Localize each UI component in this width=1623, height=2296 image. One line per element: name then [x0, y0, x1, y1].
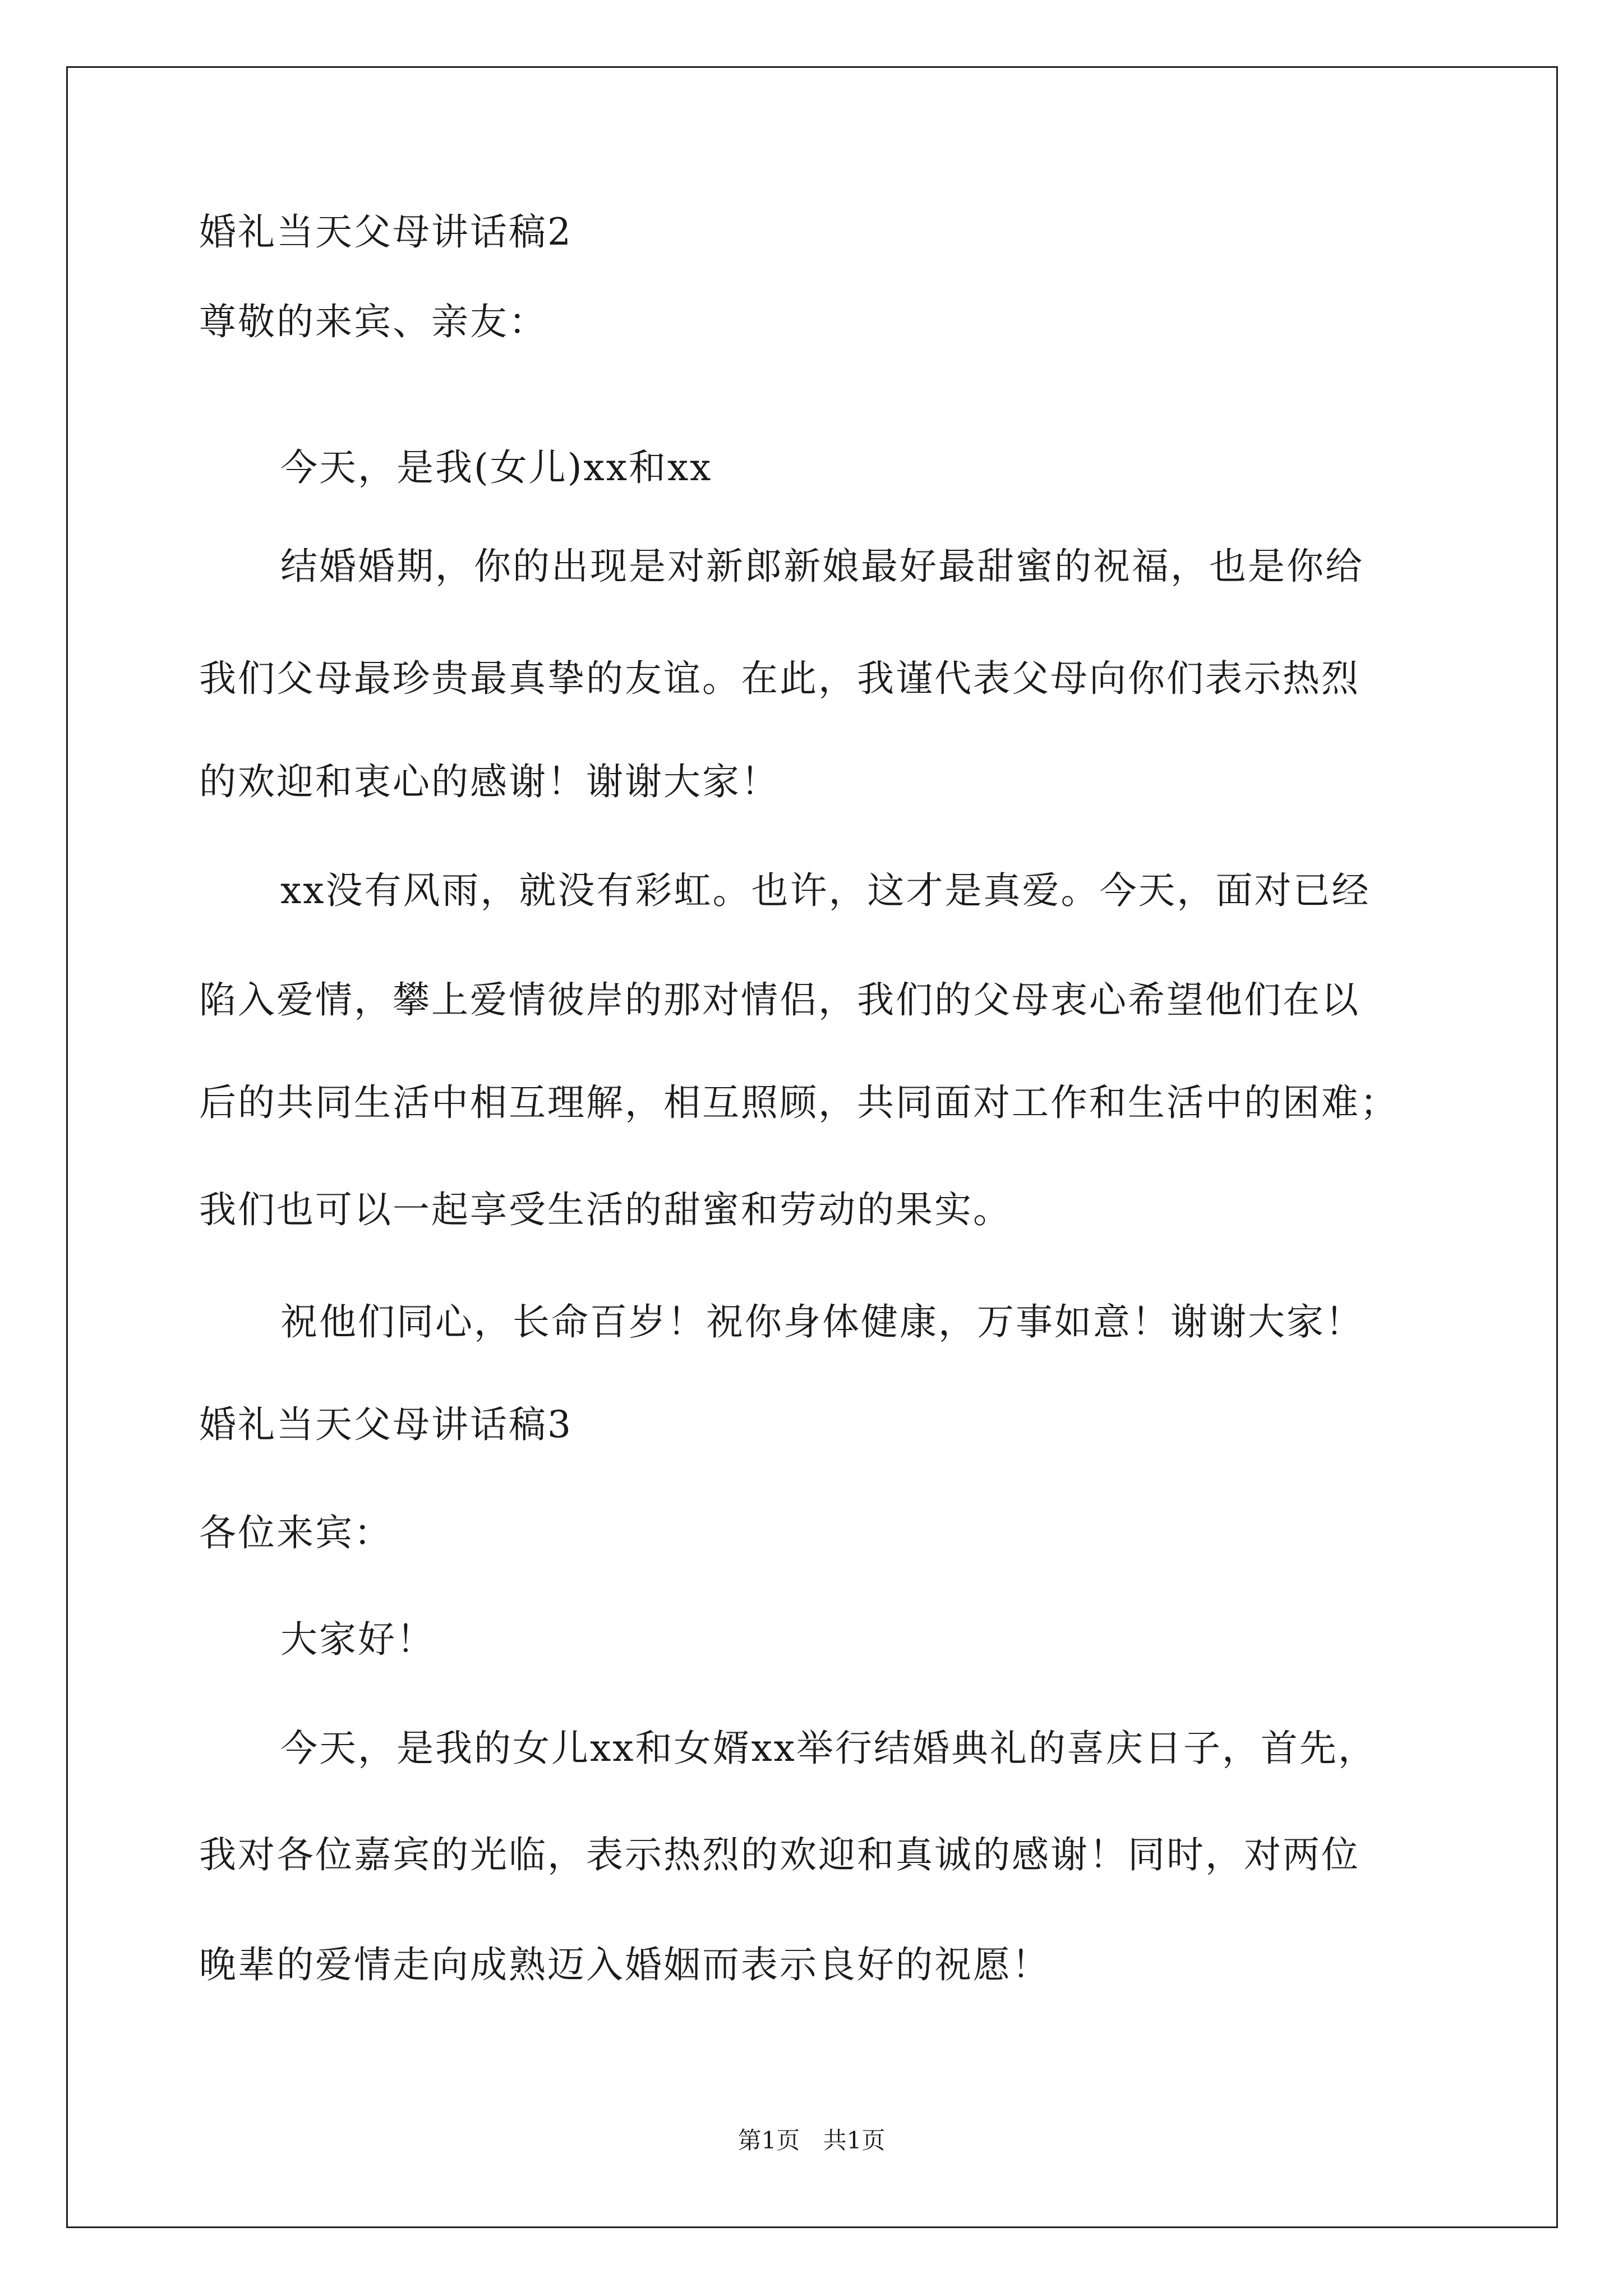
paragraph-line: 今天，是我的女儿xx和女婿xx举行结婚典礼的喜庆日子，首先， [280, 1727, 1377, 1770]
paragraph-line: 晚辈的爱情走向成熟迈入婚姻而表示良好的祝愿！ [199, 1943, 1050, 1986]
salutation-2: 尊敬的来宾、亲友： [199, 300, 547, 343]
page-footer [0, 2125, 1623, 2156]
page-total: 共1页 [823, 2127, 886, 2154]
page-number: 第1页 [737, 2127, 800, 2154]
paragraph-line: xx没有风雨，就没有彩虹。也许，这才是真爱。今天，面对已经 [280, 869, 1371, 912]
section-heading-3: 婚礼当天父母讲话稿3 [199, 1403, 573, 1446]
paragraph-line: 后的共同生活中相互理解，相互照顾，共同面对工作和生活中的困难； [199, 1081, 1399, 1124]
salutation-3: 各位来宾： [199, 1511, 393, 1554]
paragraph-line: 我对各位嘉宾的光临，表示热烈的欢迎和真诚的感谢！同时，对两位 [199, 1833, 1360, 1876]
paragraph-line: 的欢迎和衷心的感谢！谢谢大家！ [199, 760, 780, 803]
paragraph-line: 我们父母最珍贵最真挚的友谊。在此，我谨代表父母向你们表示热烈 [199, 657, 1360, 700]
paragraph-line: 今天，是我(女儿)xx和xx [280, 446, 713, 489]
page-border [66, 66, 1558, 2228]
paragraph-line: 结婚婚期，你的出现是对新郎新娘最好最甜蜜的祝福，也是你给 [280, 545, 1364, 588]
section-heading-2: 婚礼当天父母讲话稿2 [199, 210, 573, 254]
paragraph-line: 祝他们同心，长命百岁！祝你身体健康，万事如意！谢谢大家！ [280, 1300, 1364, 1343]
paragraph-line: 大家好！ [280, 1618, 435, 1661]
paragraph-line: 我们也可以一起享受生活的甜蜜和劳动的果实。 [199, 1188, 1012, 1231]
paragraph-line: 陷入爱情，攀上爱情彼岸的那对情侣，我们的父母衷心希望他们在以 [199, 978, 1360, 1022]
